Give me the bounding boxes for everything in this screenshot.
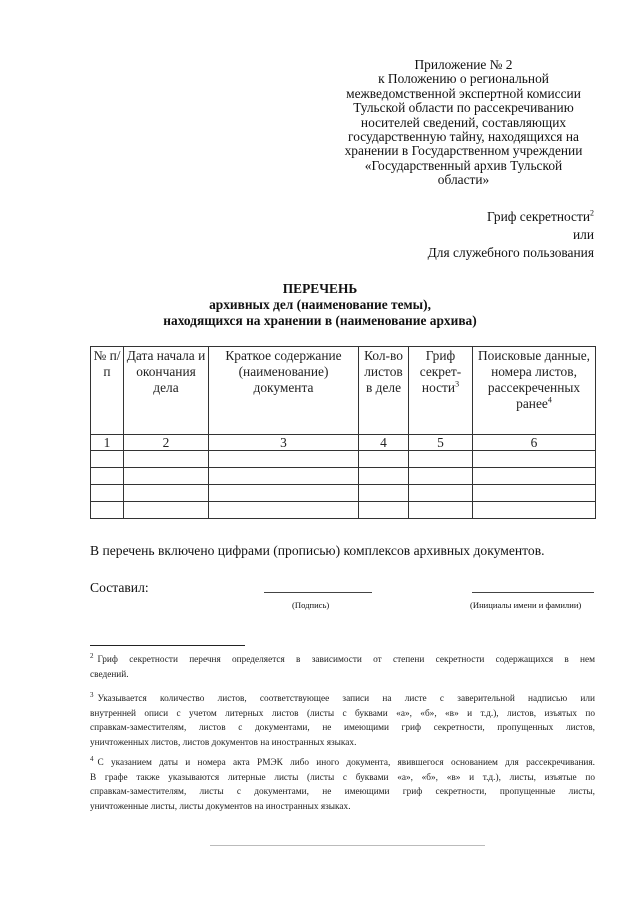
footnote-line: внутренней описи с учетом литерных листов (листы с буквами «а», «б», «в» и т.д.), листов, изъятых по <box>90 708 595 719</box>
column-number: 4 <box>359 435 409 451</box>
footnote-line: справкам-заместителям, листы с документами, не имеющими гриф секретности, пропущенные листы, <box>90 787 595 798</box>
appendix-line: к Положению о региональной <box>378 71 549 87</box>
appendix-line: Приложение № 2 <box>414 57 513 72</box>
appendix-line: государственную тайну, находящихся на <box>348 129 579 145</box>
footnote-ref: 2 <box>590 208 594 218</box>
column-header: Поисковые данные, номера листов, рассекреченных ранее$^4$ <box>473 347 596 435</box>
table-header-row <box>91 347 596 435</box>
appendix-line: межведомственной экспертной комиссии <box>346 85 581 101</box>
column-number: 1 <box>91 435 124 451</box>
table-row <box>91 485 596 502</box>
footnote-number: 3 <box>90 690 94 699</box>
appendix-line: «Государственный архив Тульской <box>364 157 563 173</box>
appendix-line: хранении в Государственном учреждении <box>344 143 583 159</box>
column-header: Дата начала и окончания дела <box>124 347 209 435</box>
footnote-2 <box>90 653 595 682</box>
column-number: 2 <box>124 435 209 451</box>
column-header: № п/п <box>91 347 124 435</box>
table-row <box>91 468 596 485</box>
column-number-row <box>91 435 596 451</box>
classification-label: Гриф секретности <box>487 209 590 224</box>
document-subtitle-2: находящихся на хранении в (наименование архива) <box>163 313 477 328</box>
name-caption: (Инициалы имени и фамилии) <box>470 600 582 610</box>
appendix-line: Тульской области по рассекречиванию <box>353 100 574 116</box>
footnote-line: Указывается количество листов, соответствующее записи на листе с заверительной надписью или <box>97 694 595 704</box>
footnote-line: В графе также указываются литерные листы (листы с буквами «а», «б», «в» и т.д.), листы, изъятые по <box>90 772 595 783</box>
classification-or: или <box>572 227 594 242</box>
footnote-line: уничтоженных листов, листов документов на иностранных языках. <box>90 737 357 748</box>
column-number: 3 <box>209 435 359 451</box>
classification-stamp <box>487 209 594 225</box>
classification-dsp: Для служебного пользования <box>427 245 594 260</box>
page-bottom-divider <box>210 845 485 846</box>
table-row <box>91 502 596 519</box>
column-header: Кол-во листов в деле <box>359 347 409 435</box>
name-line <box>472 592 594 593</box>
archive-list-table <box>90 346 596 519</box>
footnote-4 <box>90 756 595 814</box>
footnote-line: Гриф секретности перечня определяется в зависимости от степени секретности содержащихся в нем <box>97 655 595 665</box>
footnote-divider <box>90 645 245 646</box>
table-row <box>91 451 596 468</box>
footnote-line: справкам-заместителям, листов с документами, не имеющими гриф секретности, пропущенных листов, <box>90 723 595 734</box>
footnote-number: 2 <box>90 651 94 660</box>
column-header: Краткое содержание (наименование) документа <box>209 347 359 435</box>
appendix-note <box>316 58 611 188</box>
footnote-line: уничтоженные листы, листы документов на иностранных языках. <box>90 801 351 812</box>
column-number: 6 <box>473 435 596 451</box>
document-title: ПЕРЕЧЕНЬ <box>282 281 358 296</box>
appendix-line: носителей сведений, составляющих <box>360 114 567 130</box>
compiled-by-label: Составил: <box>90 580 149 595</box>
column-number: 5 <box>409 435 473 451</box>
footnote-line: С указанием даты и номера акта РМЭК либо иного документа, явившегося основанием для рассекречивания. <box>97 758 595 768</box>
footnote-line: сведений. <box>90 669 129 680</box>
appendix-line: области» <box>437 172 490 188</box>
signature-caption: (Подпись) <box>292 600 330 610</box>
document-subtitle: архивных дел (наименование темы), <box>209 297 431 312</box>
footnote-number: 4 <box>90 754 94 763</box>
signature-line <box>264 592 372 593</box>
footnote-3 <box>90 692 595 750</box>
summary-text: В перечень включено цифрами (прописью) комплексов архивных документов. <box>90 543 545 558</box>
column-header: Гриф секрет-ности$^3$ <box>409 347 473 435</box>
